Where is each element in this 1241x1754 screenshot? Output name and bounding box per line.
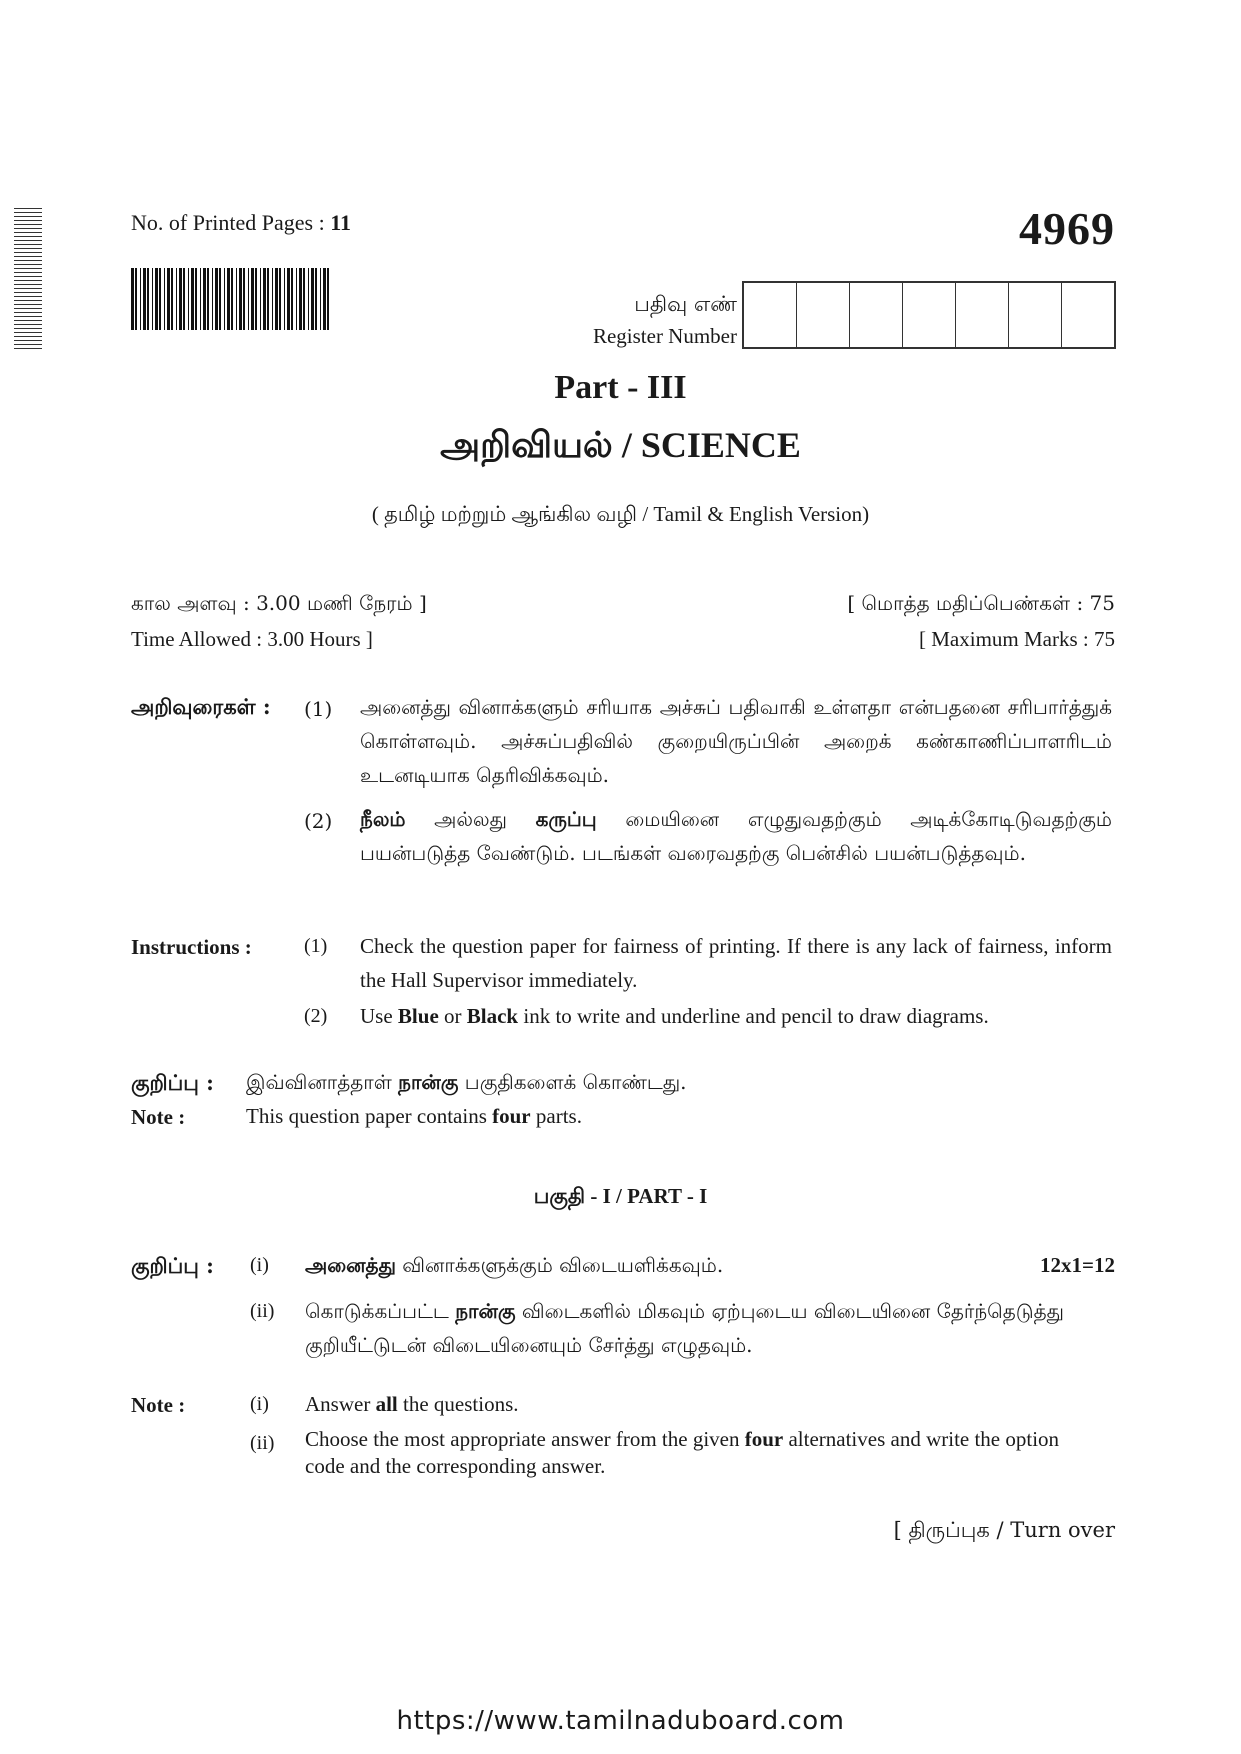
note-english-label: Note : <box>131 1105 186 1129</box>
item-number: (i) <box>250 1254 269 1276</box>
register-number-boxes[interactable] <box>742 281 1116 349</box>
instruction-number: (2) <box>304 1005 328 1027</box>
paper-code: 4969 <box>1019 203 1115 254</box>
register-digit-box[interactable] <box>1009 283 1062 347</box>
maximum-marks-tamil: [ மொத்த மதிப்பெண்கள் : 75 <box>847 591 1115 615</box>
instructions-english-label: Instructions : <box>131 935 252 959</box>
section-score: 12x1=12 <box>1040 1253 1115 1277</box>
instructions-tamil-label: அறிவுரைகள் : <box>131 694 271 719</box>
section-heading: பகுதி - I / PART - I <box>533 1184 708 1208</box>
note-english-text: This question paper contains four parts. <box>246 1104 582 1128</box>
section-note-tamil-label: குறிப்பு : <box>131 1253 214 1278</box>
register-label-english: Register Number <box>592 324 737 348</box>
note-tamil-label: குறிப்பு : <box>131 1070 214 1095</box>
item-number: (ii) <box>250 1300 275 1322</box>
section-note-english-2: Choose the most appropriate answer from the given four alternatives and write the option code and the corresponding answer. <box>305 1427 1060 1478</box>
register-digit-box[interactable] <box>956 283 1009 347</box>
section-note-english-label: Note : <box>131 1393 186 1417</box>
barcode <box>131 268 331 330</box>
printed-pages-count: No. of Printed Pages : 11 <box>131 210 351 235</box>
instruction-english-2: Use Blue or Black ink to write and underline and pencil to draw diagrams. <box>360 1004 989 1028</box>
margin-registration-marks <box>14 208 42 352</box>
time-allowed-tamil: கால அளவு : 3.00 மணி நேரம் ] <box>131 591 427 615</box>
section-note-english-1: Answer all the questions. <box>305 1392 519 1416</box>
register-digit-box[interactable] <box>1062 283 1114 347</box>
subject-title: அறிவியல் / SCIENCE <box>440 425 801 465</box>
part-title: Part - III <box>554 369 687 406</box>
instruction-tamil-1: அனைத்து வினாக்களும் சரியாக அச்சுப் பதிவாகி உள்ளதா என்பதனை சரிபார்த்துக் கொள்ளவும். அச்சுப்பதிவில் குறையிருப்பின் அறைக் கண்காணிப்பாளரிடம் உடனடியாக தெரிவிக்கவும். <box>360 695 1112 787</box>
instruction-tamil-2: நீலம் அல்லது கருப்பு மையினை எழுதுவதற்கும் அடிக்கோடிடுவதற்கும் பயன்படுத்த வேண்டும். படங்கள் வரைவதற்கு பென்சில் பயன்படுத்தவும். <box>360 807 1112 865</box>
register-digit-box[interactable] <box>744 283 797 347</box>
register-number-label <box>593 288 737 352</box>
maximum-marks-english: [ Maximum Marks : 75 <box>919 627 1115 651</box>
item-number: (ii) <box>250 1432 275 1454</box>
instruction-number: (2) <box>304 809 333 833</box>
register-digit-box[interactable] <box>850 283 903 347</box>
register-label-tamil: பதிவு எண் <box>634 292 737 316</box>
medium-version: ( தமிழ் மற்றும் ஆங்கில வழி / Tamil & English Version) <box>371 502 870 526</box>
section-note-tamil-2: கொடுக்கப்பட்ட நான்கு விடைகளில் மிகவும் ஏற்புடைய விடையினை தேர்ந்தெடுத்து குறியீட்டுடன் விடையினையும் சேர்த்து எழுதவும். <box>305 1299 1064 1357</box>
register-digit-box[interactable] <box>797 283 850 347</box>
instruction-number: (1) <box>304 697 333 721</box>
website-url[interactable]: https://www.tamilnaduboard.com <box>396 1706 845 1736</box>
instruction-english-1: Check the question paper for fairness of printing. If there is any lack of fairness, inform the Hall Supervisor immediately. <box>360 934 1112 992</box>
section-note-tamil-1: அனைத்து வினாக்களுக்கும் விடையளிக்கவும். <box>305 1253 724 1277</box>
turn-over-label: [ திருப்புக / Turn over <box>893 1518 1115 1542</box>
register-digit-box[interactable] <box>903 283 956 347</box>
item-number: (i) <box>250 1393 269 1415</box>
time-allowed-english: Time Allowed : 3.00 Hours ] <box>131 627 373 651</box>
note-tamil-text: இவ்வினாத்தாள் நான்கு பகுதிகளைக் கொண்டது. <box>246 1070 687 1094</box>
instruction-number: (1) <box>304 935 328 957</box>
